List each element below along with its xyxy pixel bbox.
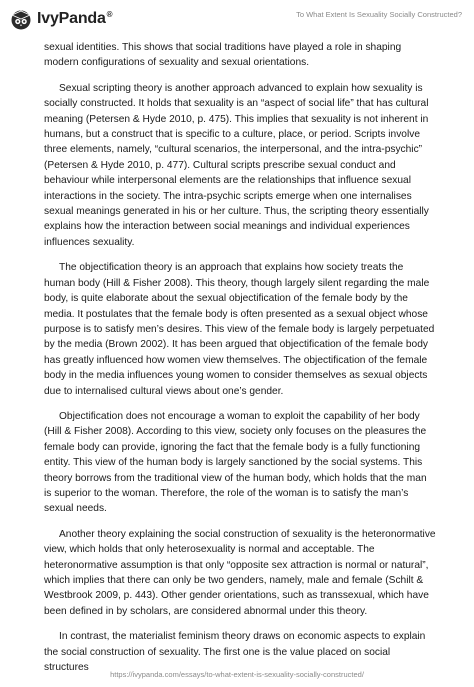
document-title: To What Extent Is Sexuality Socially Constructed? (296, 10, 462, 19)
page-footer (0, 670, 474, 679)
paragraph: Another theory explaining the social construction of sexuality is the heteronormative view, which holds that only heterosexuality is normal and acceptable. The heteronormative assumption is that only “opposite sex attraction is normal or natural”, which implies that there can only be two genders, namely, male and female (Schilt & Westbrook 2009, p. 443). Other gender orientations, such as transsexual, which have been defined in by scholars, are considered abnormal under this theory. (44, 528, 436, 617)
paragraph: The objectification theory is an approach that explains how society treats the human body (Hill & Fisher 2008). This theory, though largely silent regarding the male body, is quite elaborate about the sexual objectification of the female body by the media. It postulates that the female body is often presented as a sexual object whose purpose is to satisfy men’s desires. This view of the female body is largely perpetuated by the media (Brown 2002). It has been argued that objectification of the female body has greatly influenced how women view themselves. The objectification of the female body in the media influences young women to consider themselves as sexual objects due to internalised cultural views about one’s gender. (44, 262, 435, 397)
logo-wordmark (37, 10, 112, 28)
page-header (0, 0, 474, 36)
ivypanda-logo[interactable] (10, 8, 112, 30)
essay-body (44, 40, 436, 685)
source-url-link[interactable]: https://ivypanda.com/essays/to-what-extent-is-sexuality-socially-constructed/ (110, 670, 364, 679)
paragraph: sexual identities. This shows that social traditions have played a role in shaping modern configurations of sexuality and sexual orientations. (44, 42, 402, 69)
paragraph: Sexual scripting theory is another approach advanced to explain how sexuality is socially constructed. It holds that sexuality is an “aspect of social life” that has cultural meaning (Petersen & Hyde 2010, p. 475). This implies that sexuality is not inherent in humans, but a construct that is specific to a culture, place, or period. Scripts involve three elements, namely, “cultural scenarios, the interpersonal, and the intra-psychic” (Petersen & Hyde 2010, p. 477). Cultural scripts prescribe sexual conduct and behaviour while interpersonal elements are the relationships that influence sexual interactions in the society. The intra-psychic scripts emerge when one internalises sexual meanings generated in his or her culture. Thus, the scripting theory essentially explains how the interaction between social meanings and individual experiences influences sexuality. (44, 82, 429, 248)
logo-text: IvyPanda (37, 10, 106, 27)
paragraph: In contrast, the materialist feminism theory draws on economic aspects to explain the social construction of sexuality. The first one is the value placed on social structures (44, 631, 426, 674)
graduation-cap-owl-icon (10, 8, 32, 30)
registered-mark: ® (106, 10, 113, 19)
paragraph: Objectification does not encourage a woman to exploit the capability of her body (Hill & Fisher 2008). According to this view, society only focuses on the pleasures the female body can provide, ignoring the fact that the female body is a fully functioning entity. This view of the human body is largely sanctioned by the social systems. This theory borrows from the traditional view of the human body, which holds that the man is superior to the woman. Therefore, the role of the woman is to satisfy the man’s sexual needs. (44, 410, 427, 515)
